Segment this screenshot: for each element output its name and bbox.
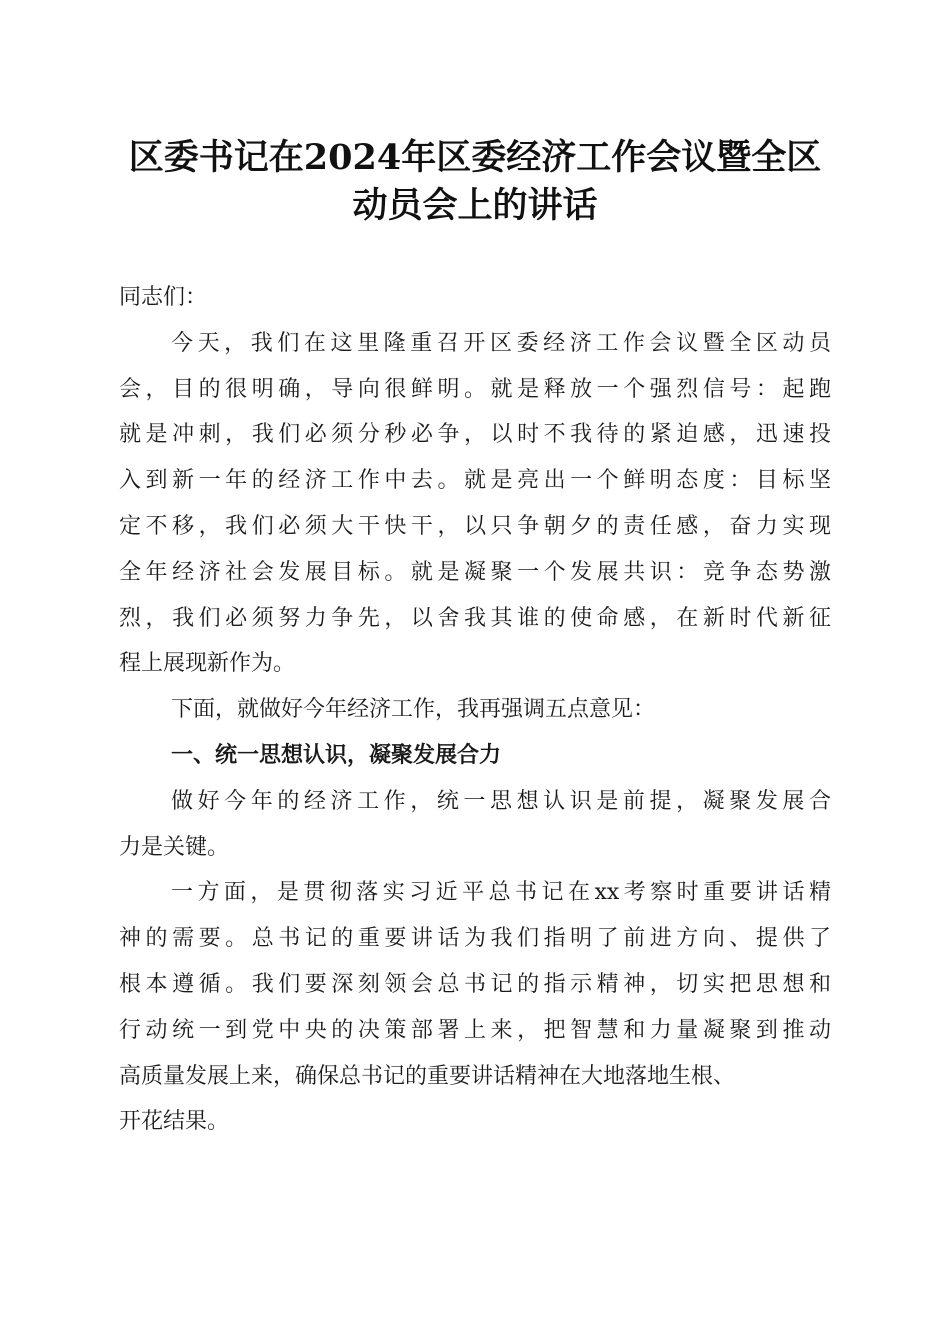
paragraph-1-line: 程上展现新作为。 bbox=[119, 651, 296, 677]
section-paragraph-2-line: 神的需要。总书记的重要讲话为我们指明了前进方向、提供了 bbox=[119, 926, 831, 952]
section-paragraph-1-line: 做好今年的经济工作，统一思想认识是前提，凝聚发展合 bbox=[171, 788, 831, 814]
paragraph-2-line: 下面，就做好今年经济工作，我再强调五点意见： bbox=[171, 697, 656, 723]
section-paragraph-2-line: 高质量发展上来，确保总书记的重要讲话精神在大地落地生根、 bbox=[119, 1063, 736, 1089]
paragraph-1-line: 今天，我们在这里隆重召开区委经济工作会议暨全区动员 bbox=[171, 330, 831, 356]
paragraph-1-line: 全年经济社会发展目标。就是凝聚一个发展共识：竞争态势激 bbox=[119, 559, 831, 585]
section-paragraph-2-line: 行动统一到党中央的决策部署上来，把智慧和力量凝聚到推动 bbox=[119, 1017, 831, 1043]
paragraph-1-line: 就是冲刺，我们必须分秒必争，以时不我待的紧迫感，迅速投 bbox=[119, 422, 831, 448]
document-body bbox=[119, 275, 831, 1145]
title-line-2: 动员会上的讲话 bbox=[352, 185, 598, 226]
section-paragraph-1-line: 力是关键。 bbox=[119, 834, 230, 860]
section-paragraph-2-line: 开花结果。 bbox=[119, 1109, 230, 1135]
section-paragraph-2-line: 一方面，是贯彻落实习近平总书记在xx考察时重要讲话精 bbox=[171, 880, 831, 906]
section-paragraph-2-line: 根本遵循。我们要深刻领会总书记的指示精神，切实把思想和 bbox=[119, 971, 831, 997]
paragraph-1-line: 入到新一年的经济工作中去。就是亮出一个鲜明态度：目标坚 bbox=[119, 468, 831, 494]
title-line-1: 区委书记在2024年区委经济工作会议暨全区 bbox=[128, 137, 822, 178]
paragraph-1-line: 会，目的很明确，导向很鲜明。就是释放一个强烈信号：起跑 bbox=[119, 376, 831, 402]
salutation: 同志们： bbox=[119, 285, 208, 310]
paragraph-1-line: 烈，我们必须努力争先，以舍我其谁的使命感，在新时代新征 bbox=[119, 605, 831, 631]
section-heading: 一、统一思想认识，凝聚发展合力 bbox=[171, 742, 502, 768]
document-title bbox=[100, 134, 850, 230]
paragraph-1-line: 定不移，我们必须大干快干，以只争朝夕的责任感，奋力实现 bbox=[119, 513, 831, 539]
